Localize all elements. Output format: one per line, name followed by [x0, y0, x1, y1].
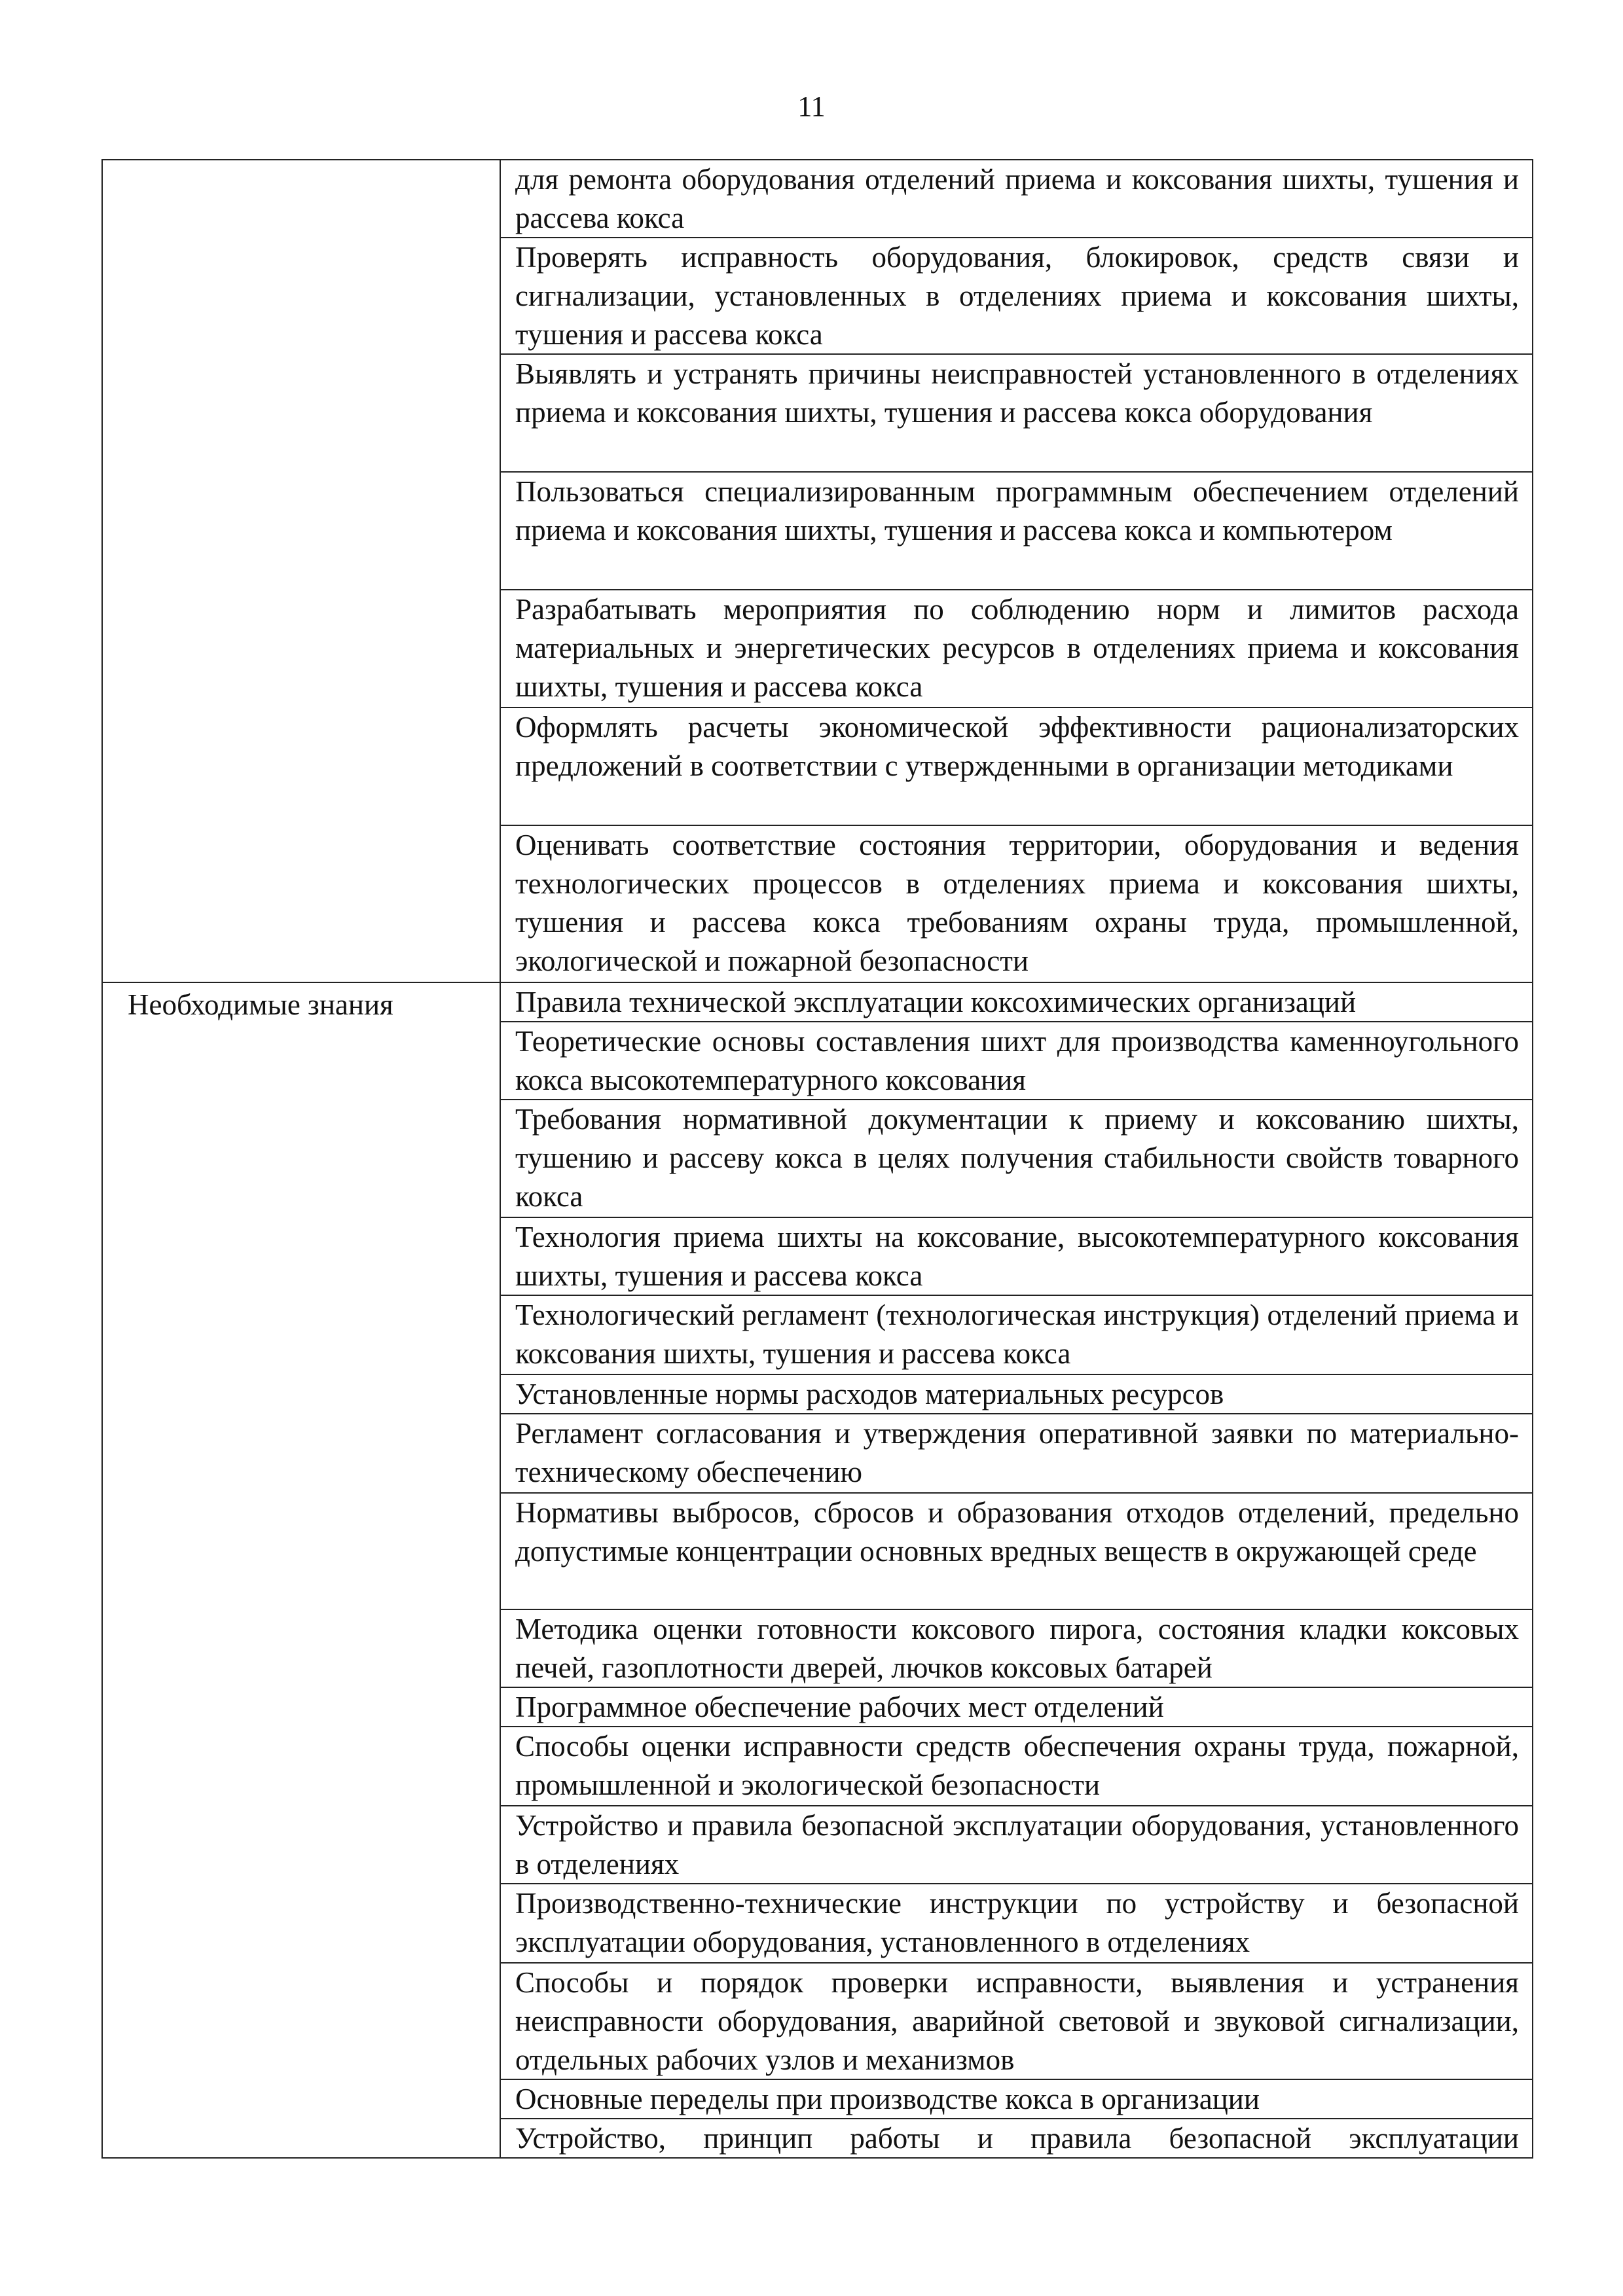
competency-table: [101, 159, 1533, 2159]
skill-cell: Выявлять и устранять причины неисправностей установленного в отделениях приема и коксования шихты, тушения и рассева кокса оборудования: [500, 354, 1533, 472]
knowledge-cell: Устройство, принцип работы и правила безопасной эксплуатации: [500, 2119, 1533, 2158]
knowledge-label-cell: [102, 982, 500, 2158]
knowledge-cell: Теоретические основы составления шихт для производства каменноугольного кокса высокотемпературного коксования: [500, 1022, 1533, 1100]
knowledge-cell: Технологический регламент (технологическая инструкция) отделений приема и коксования шихты, тушения и рассева кокса: [500, 1295, 1533, 1374]
page-number: 11: [797, 90, 826, 122]
section-label: Необходимые знания: [128, 988, 393, 1021]
skill-cell: Оформлять расчеты экономической эффективности рационализаторских предложений в соответствии с утвержденными в организации методиками: [500, 708, 1533, 825]
table-row: [102, 160, 1533, 238]
knowledge-cell: Способы и порядок проверки исправности, выявления и устранения неисправности оборудования, аварийной световой и звуковой сигнализации, отдельных рабочих узлов и механизмов: [500, 1963, 1533, 2079]
knowledge-cell: Установленные нормы расходов материальных ресурсов: [500, 1374, 1533, 1414]
skill-cell: Разрабатывать мероприятия по соблюдению норм и лимитов расхода материальных и энергетических ресурсов в отделениях приема и коксования шихты, тушения и рассева кокса: [500, 590, 1533, 708]
knowledge-cell: Требования нормативной документации к приему и коксованию шихты, тушению и рассеву кокса в целях получения стабильности свойств товарного кокса: [500, 1100, 1533, 1217]
knowledge-cell: Нормативы выбросов, сбросов и образования отходов отделений, предельно допустимые концентрации основных вредных веществ в окружающей среде: [500, 1493, 1533, 1609]
knowledge-cell: Правила технической эксплуатации коксохимических организаций: [500, 982, 1533, 1022]
skill-cell: Оценивать соответствие состояния территории, оборудования и ведения технологических процессов в отделениях приема и коксования шихты, тушения и рассева кокса требованиям охраны труда, промышленной, экологической и пожарной безопасности: [500, 825, 1533, 982]
skill-cell: Проверять исправность оборудования, блокировок, средств связи и сигнализации, установленных в отделениях приема и коксования шихты, тушения и рассева кокса: [500, 238, 1533, 354]
knowledge-cell: Производственно-технические инструкции по устройству и безопасной эксплуатации оборудования, установленного в отделениях: [500, 1884, 1533, 1963]
knowledge-cell: Способы оценки исправности средств обеспечения охраны труда, пожарной, промышленной и экологической безопасности: [500, 1727, 1533, 1806]
skills-label-cell: [102, 160, 500, 982]
knowledge-cell: Методика оценки готовности коксового пирога, состояния кладки коксовых печей, газоплотности дверей, лючков коксовых батарей: [500, 1609, 1533, 1687]
table-row: [102, 982, 1533, 1022]
knowledge-cell: Технология приема шихты на коксование, высокотемпературного коксования шихты, тушения и рассева кокса: [500, 1217, 1533, 1295]
knowledge-cell: Устройство и правила безопасной эксплуатации оборудования, установленного в отделениях: [500, 1806, 1533, 1884]
skill-cell: Пользоваться специализированным программным обеспечением отделений приема и коксования шихты, тушения и рассева кокса и компьютером: [500, 472, 1533, 590]
knowledge-cell: Регламент согласования и утверждения оперативной заявки по материально-техническому обеспечению: [500, 1414, 1533, 1493]
skill-cell: для ремонта оборудования отделений приема и коксования шихты, тушения и рассева кокса: [500, 160, 1533, 238]
knowledge-cell: Основные переделы при производстве кокса в организации: [500, 2079, 1533, 2119]
knowledge-cell: Программное обеспечение рабочих мест отделений: [500, 1687, 1533, 1727]
